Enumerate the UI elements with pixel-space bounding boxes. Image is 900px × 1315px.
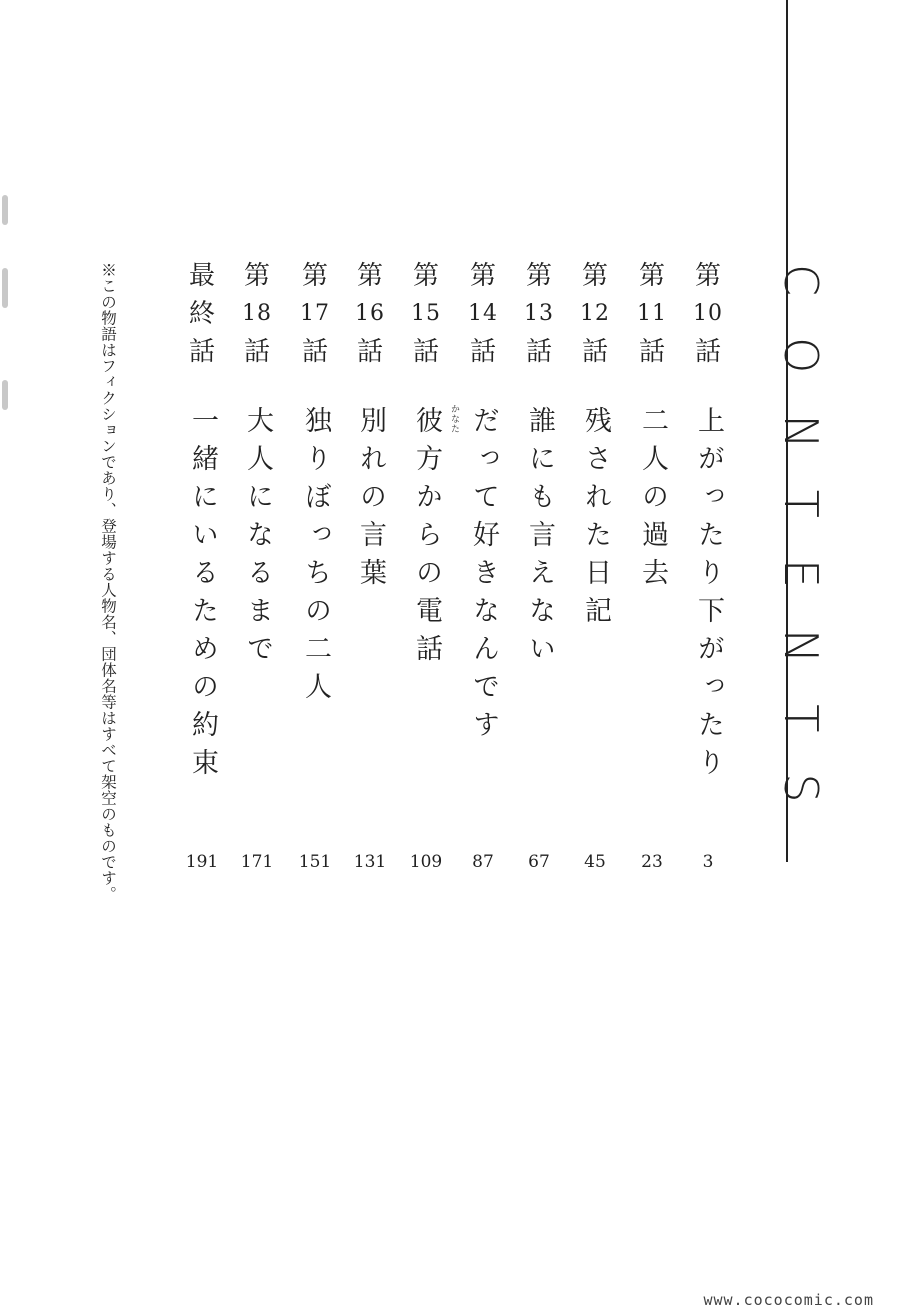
scan-artifact	[2, 268, 8, 308]
chapter-18	[231, 258, 283, 758]
chapter-label: 第 10 話	[693, 261, 723, 367]
furigana: かなた	[449, 404, 459, 434]
page-number: 87	[472, 852, 494, 872]
contents-heading: CONTENTS	[774, 264, 828, 844]
chapter-13	[513, 258, 565, 758]
chapter-title: 上がったり下がったり	[693, 406, 724, 786]
page-number: 23	[641, 852, 663, 872]
chapter-15	[400, 258, 452, 758]
page-number: 191	[185, 852, 219, 872]
chapter-title: 大人になるまで	[242, 406, 273, 672]
chapter-label: 第 17 話	[300, 261, 330, 367]
chapter-final	[176, 258, 228, 786]
page-number: 109	[409, 852, 443, 872]
page-number: 45	[584, 852, 606, 872]
chapter-title: 独りぼっちの二人	[300, 406, 331, 710]
chapter-12	[569, 258, 621, 758]
page-number: 67	[528, 852, 550, 872]
scan-artifact	[2, 380, 8, 410]
page-number: 151	[298, 852, 332, 872]
chapter-11	[626, 258, 678, 758]
page-number: 3	[702, 852, 714, 872]
site-watermark: www.cococomic.com	[703, 1291, 874, 1309]
chapter-16	[344, 258, 396, 758]
disclaimer-note: ※この物語はフィクションであり、登場する人物名、団体名等はすべて架空のものです。	[99, 262, 117, 902]
page-number: 171	[240, 852, 274, 872]
chapter-17	[289, 258, 341, 758]
chapter-label: 第 18 話	[242, 261, 272, 367]
scan-artifact	[2, 195, 8, 225]
chapter-title: 彼方からの電話	[411, 406, 442, 672]
chapter-10	[682, 258, 734, 786]
chapter-title: 残された日記	[580, 406, 611, 634]
chapter-label: 第 12 話	[580, 261, 610, 367]
chapter-label: 第 16 話	[355, 261, 385, 367]
chapter-label: 最 終 話	[188, 261, 215, 367]
chapter-label: 第 11 話	[637, 261, 667, 367]
chapter-title: 誰にも言えない	[524, 406, 555, 672]
chapter-title: 一緒にいるための約束	[187, 406, 218, 786]
chapter-14	[457, 258, 509, 758]
chapter-title: だって好きなんです	[468, 406, 499, 748]
page-number: 131	[353, 852, 387, 872]
chapter-label: 第 14 話	[468, 261, 498, 367]
chapter-title: 二人の過去	[637, 406, 668, 596]
chapter-label: 第 13 話	[524, 261, 554, 367]
chapter-title: 別れの言葉	[355, 406, 386, 596]
chapter-label: 第 15 話	[411, 261, 441, 367]
